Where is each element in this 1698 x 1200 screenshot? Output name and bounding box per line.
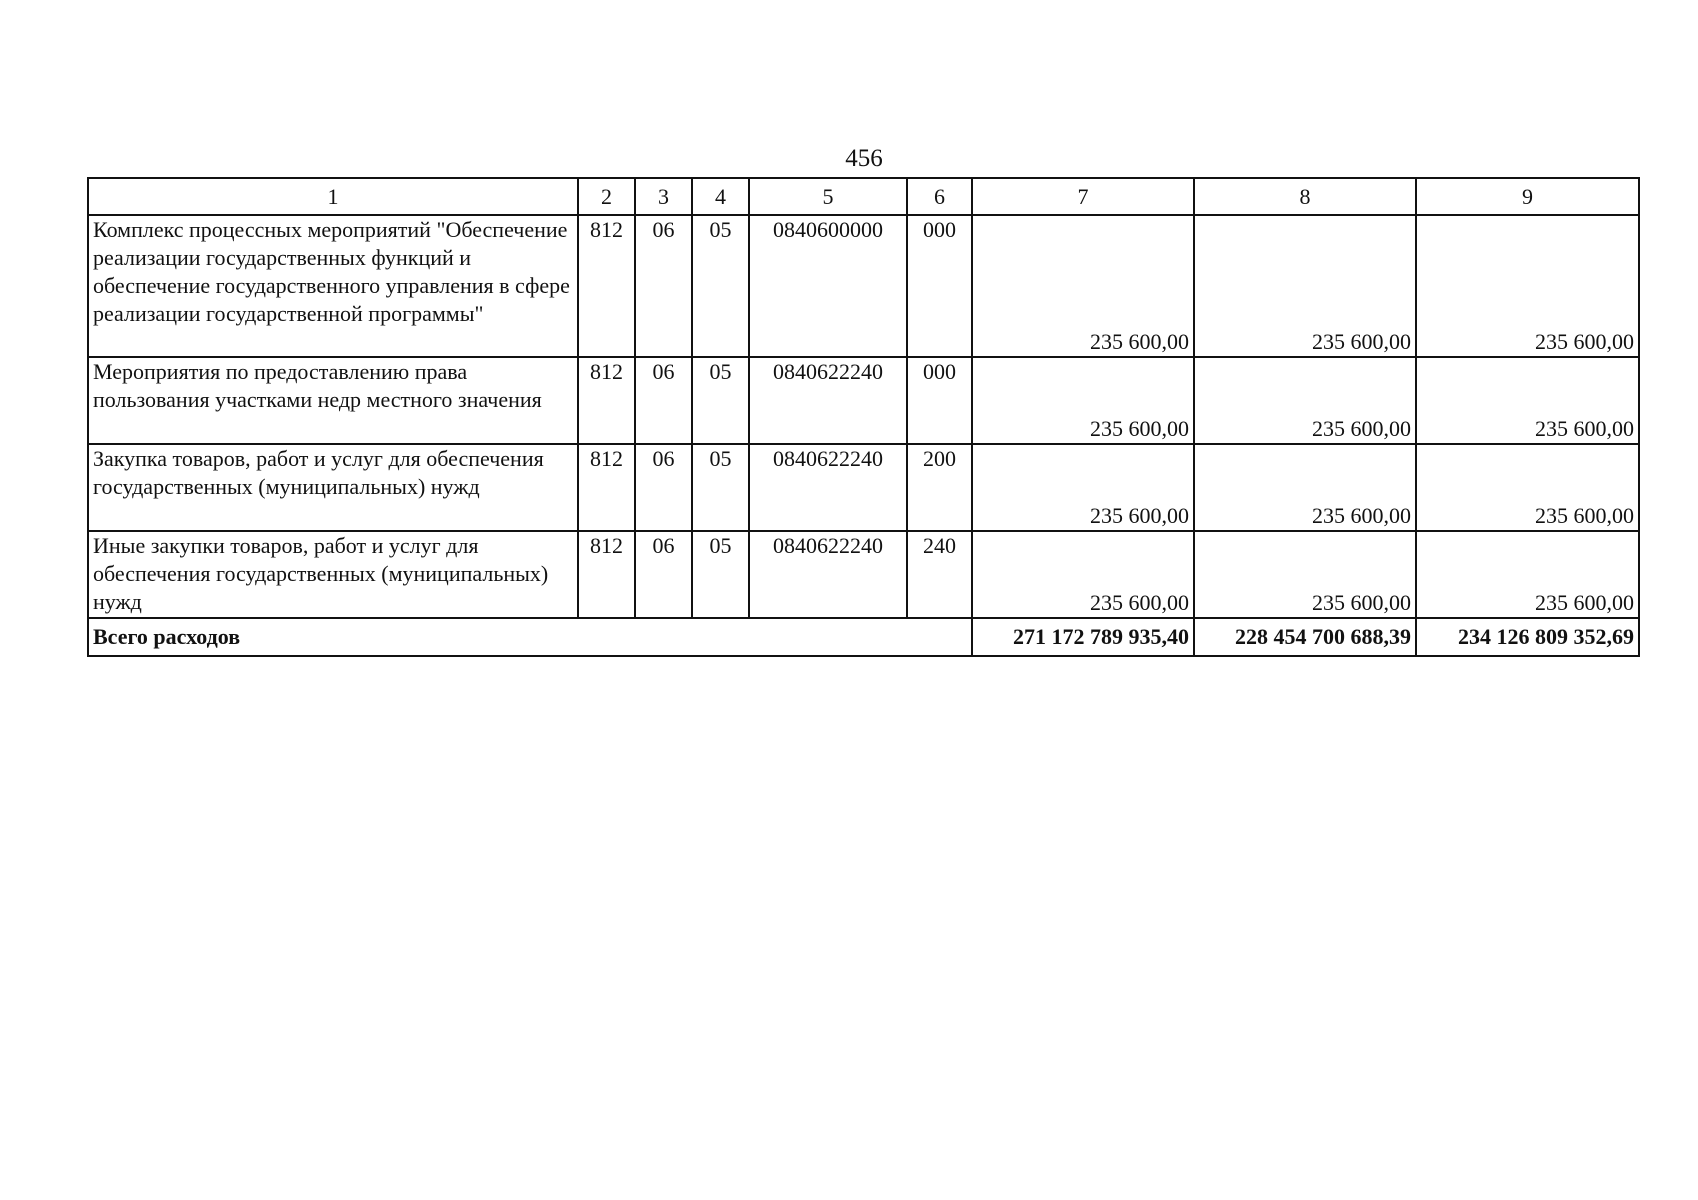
header-cell: 9 [1416,178,1639,215]
row-code-6: 000 [907,215,972,357]
row-code-2: 812 [578,444,635,531]
row-amount-9: 235 600,00 [1416,531,1639,618]
row-code-4: 05 [692,357,749,444]
row-amount-8: 235 600,00 [1194,215,1416,357]
table-row [88,215,1639,357]
total-label: Всего расходов [88,618,972,656]
row-name: Мероприятия по предоставлению права пользования участками недр местного значения [88,357,578,444]
row-code-4: 05 [692,531,749,618]
header-cell: 6 [907,178,972,215]
row-amount-9: 235 600,00 [1416,357,1639,444]
row-code-4: 05 [692,444,749,531]
row-code-6: 000 [907,357,972,444]
row-amount-8: 235 600,00 [1194,357,1416,444]
row-code-3: 06 [635,357,692,444]
header-row [88,178,1639,215]
total-row [88,618,1639,656]
row-code-3: 06 [635,215,692,357]
row-code-5: 0840622240 [749,531,907,618]
row-code-3: 06 [635,531,692,618]
row-name: Иные закупки товаров, работ и услуг для обеспечения государственных (муниципальных) нужд [88,531,578,618]
row-amount-7: 235 600,00 [972,531,1194,618]
row-code-5: 0840622240 [749,357,907,444]
header-cell: 4 [692,178,749,215]
row-code-6: 240 [907,531,972,618]
row-code-2: 812 [578,357,635,444]
page-number: 456 [845,145,883,172]
row-name: Комплекс процессных мероприятий "Обеспечение реализации государственных функций и обеспечение государственного управления в сфере реализации государственной программы" [88,215,578,357]
row-code-3: 06 [635,444,692,531]
header-cell: 1 [88,178,578,215]
table-row [88,357,1639,444]
row-amount-9: 235 600,00 [1416,215,1639,357]
row-amount-8: 235 600,00 [1194,531,1416,618]
header-cell: 3 [635,178,692,215]
row-amount-8: 235 600,00 [1194,444,1416,531]
table-row [88,531,1639,618]
row-amount-7: 235 600,00 [972,215,1194,357]
row-code-2: 812 [578,531,635,618]
row-code-4: 05 [692,215,749,357]
expenditure-table [87,177,1640,657]
row-amount-7: 235 600,00 [972,444,1194,531]
row-name: Закупка товаров, работ и услуг для обеспечения государственных (муниципальных) нужд [88,444,578,531]
row-amount-9: 235 600,00 [1416,444,1639,531]
total-amount-7: 271 172 789 935,40 [972,618,1194,656]
total-amount-8: 228 454 700 688,39 [1194,618,1416,656]
header-cell: 7 [972,178,1194,215]
row-code-5: 0840622240 [749,444,907,531]
header-cell: 5 [749,178,907,215]
total-amount-9: 234 126 809 352,69 [1416,618,1639,656]
row-code-5: 0840600000 [749,215,907,357]
row-code-6: 200 [907,444,972,531]
table-row [88,444,1639,531]
row-amount-7: 235 600,00 [972,357,1194,444]
header-cell: 2 [578,178,635,215]
row-code-2: 812 [578,215,635,357]
header-cell: 8 [1194,178,1416,215]
